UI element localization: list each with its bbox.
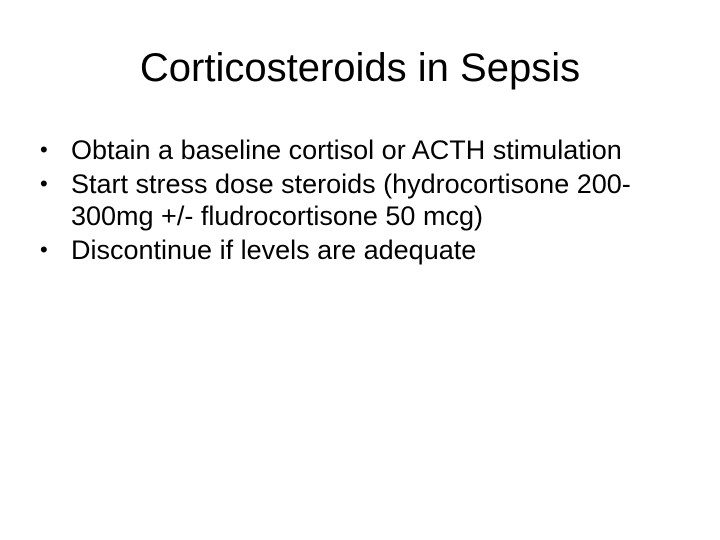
bullet-icon: •	[40, 137, 48, 162]
bullet-list	[36, 134, 686, 268]
slide-title: Corticosteroids in Sepsis	[139, 46, 581, 90]
bullet-item-discontinue	[36, 234, 686, 266]
bullet-text: Discontinue if levels are adequate	[71, 235, 477, 265]
bullet-item-stress-dose	[36, 168, 686, 232]
bullet-text: Obtain a baseline cortisol or ACTH stimulation	[71, 135, 622, 165]
bullet-icon: •	[40, 237, 48, 262]
bullet-item-baseline-cortisol	[36, 134, 686, 166]
bullet-icon: •	[40, 171, 48, 196]
bullet-text: Start stress dose steroids (hydrocortisone 200-300mg +/- fludrocortisone 50 mcg)	[71, 169, 631, 231]
